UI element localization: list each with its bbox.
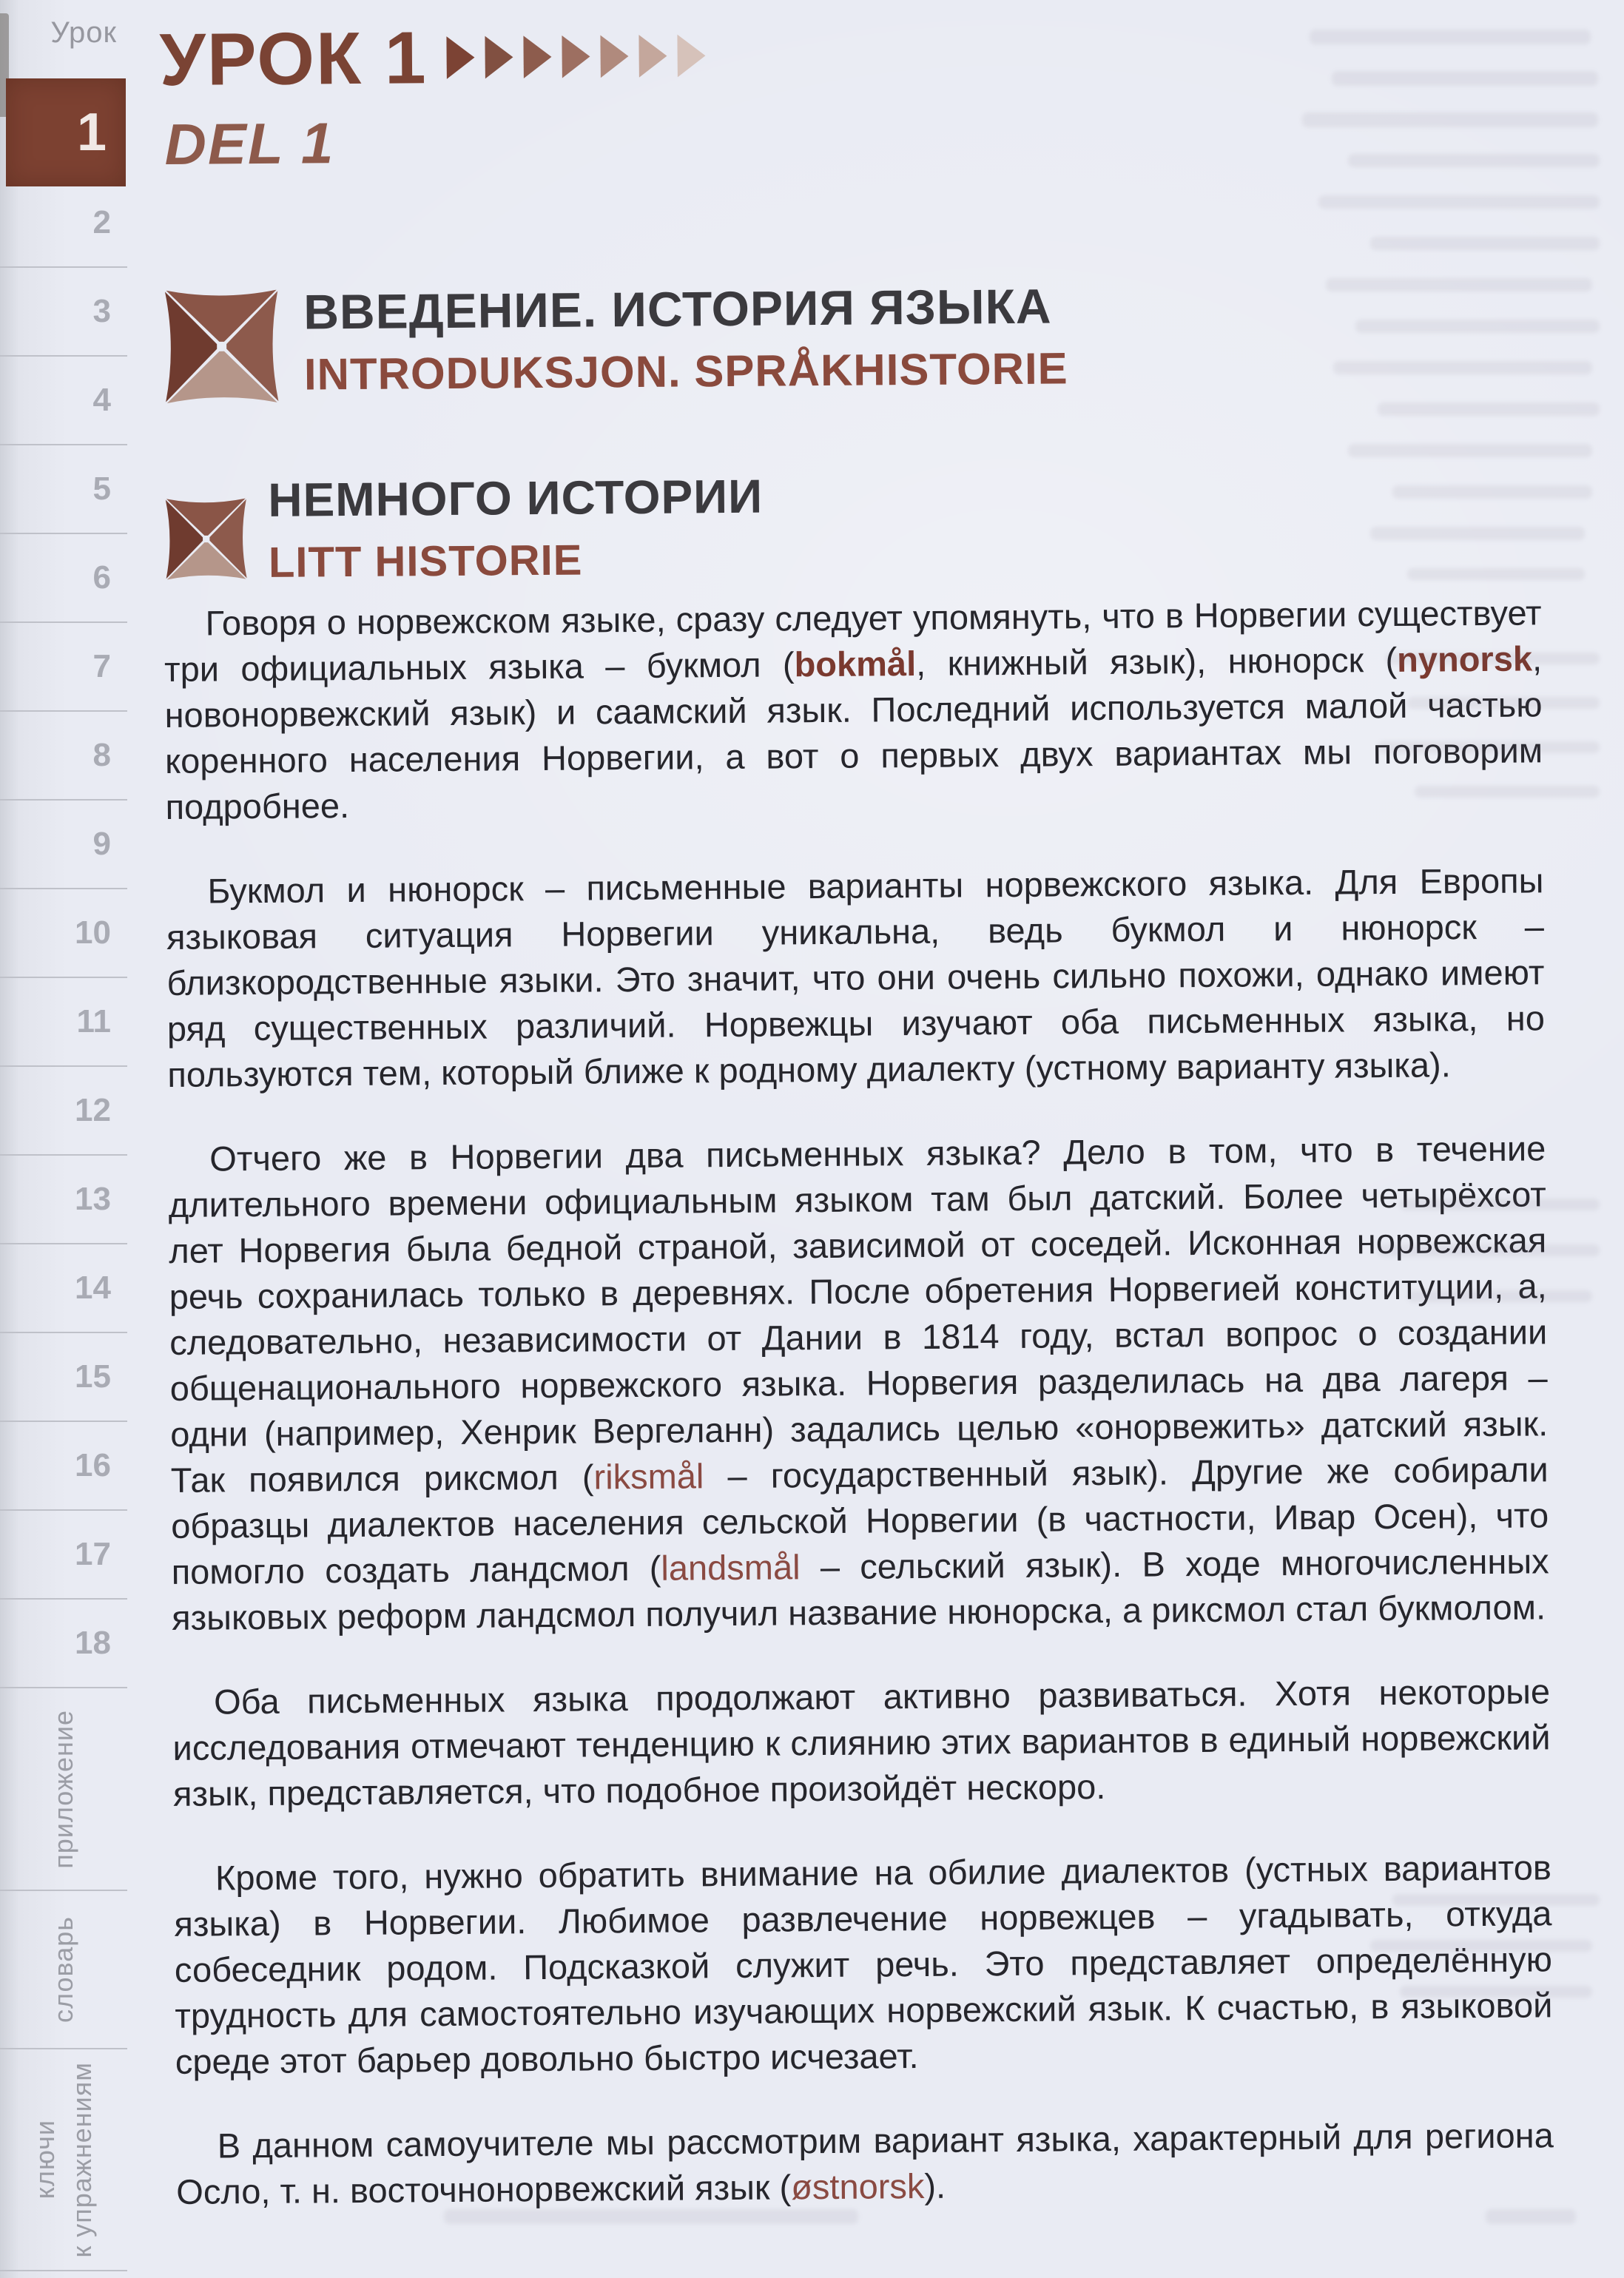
sidebar-lesson-label: Урок (50, 16, 117, 49)
sidebar-item-lesson-15: 15 (0, 1333, 127, 1422)
sidebar-item-lesson-3: 3 (0, 268, 127, 357)
lesson-header (159, 15, 706, 101)
sidebar-item-lesson-18: 18 (0, 1600, 127, 1688)
sidebar-item-lesson-14: 14 (0, 1244, 127, 1333)
arrow-icon (639, 35, 667, 78)
paragraph: Букмол и нюнорск – письменные варианты норвежского языка. Для Европы языковая ситуация Норвегии уникальна, ведь букмол и нюнорск – близкородственные языки. Это значит, что они очень сильно похожи, однако имеют ряд существенных различий. Норвежцы изучают оба письменных языка, но пользуются тем, который ближе к родному диалекту (устному варианту языка). (166, 860, 1546, 1094)
section-title-norwegian: LITT HISTORIE (268, 536, 583, 587)
sidebar-item-lesson-13: 13 (0, 1156, 127, 1244)
sidebar-item-lesson-2: 2 (0, 179, 127, 268)
paragraph: Отчего же в Норвегии два письменных языка? Дело в том, что в течение длительного времени официальным языком там был датский. Более четырёхсот лет Норвегия была бедной страной, зависимой от соседей. Исконная норвежская речь сохранилась только в деревнях. После обретения Норвегией конституции, а, следовательно, независимости от Дании в 1814 году, встал вопрос о создании общенационального норвежского языка. Норвегия разделилась на два лагеря – одни (например, Хенрик Вергеланн) задались целью «онорвежить» датский язык. Так появился риксмол (riksmål – государственный язык). Другие же собирали образцы диалектов населения сельской Норвегии (в частности, Ивар Осен), что помогло создать ландсмол (landsmål – сельский язык). В ходе многочисленных языковых реформ ландсмол получил название нюнорска, а риксмол стал букмолом. (168, 1128, 1549, 1637)
sidebar-item-lesson-6: 6 (0, 534, 127, 623)
sidebar-item-lesson-12: 12 (0, 1067, 127, 1156)
sidebar-item-lesson-17: 17 (0, 1511, 127, 1600)
current-lesson-number: 1 (76, 103, 107, 162)
paragraph: В данном самоучителе мы рассмотрим вариант языка, характерный для региона Осло, т. н. восточнонорвежский язык (østnorsk). (176, 2115, 1554, 2211)
sidebar-item-lesson-10: 10 (0, 889, 127, 978)
arrow-icon (562, 35, 590, 78)
arrow-icon (600, 35, 628, 78)
paragraph: Кроме того, нужно обратить внимание на обилие диалектов (устных вариантов языка) в Норвегии. Любимое развлечение норвежцев – угадывать, откуда собеседник родом. Подсказкой служит речь. Это представляет определённую трудность для самостоятельно изучающих норвежский язык. К счастью, в языковой среде этот барьер довольно быстро исчезает. (174, 1847, 1553, 2081)
arrow-icon (523, 36, 551, 78)
lesson-page-content (159, 0, 1568, 2278)
arrow-icon (677, 34, 705, 77)
sidebar-current-lesson-tab (6, 78, 126, 186)
lesson-body-text (164, 590, 1554, 2215)
section-heading-introduction (161, 277, 1068, 409)
lesson-tabs-sidebar (0, 0, 127, 2278)
title-arrows-decoration (446, 34, 705, 79)
sidebar-item-exercise-keys: ключи к упражнениям (0, 2049, 127, 2271)
sidebar-item-lesson-8: 8 (0, 712, 127, 801)
arrow-icon (446, 36, 474, 79)
arrow-icon (485, 36, 513, 78)
paragraph: Говоря о норвежском языке, сразу следует упомянуть, что в Норвегии существует три официальных языка – букмол (bokmål, книжный язык), нюнорск (nynorsk, новонорвежский язык) и саамский язык. Последний используется малой частью коренного населения Норвегии, а вот о первых двух вариантах мы поговорим подробнее. (164, 593, 1543, 826)
paragraph: Оба письменных языка продолжают активно развиваться. Хотя некоторые исследования отмечают тенденцию к слиянию этих вариантов в единый норвежский язык, представляется, что подобное произойдёт нескоро. (172, 1671, 1551, 1813)
section-heading-text (303, 277, 1068, 400)
lesson-subtitle: DEL 1 (164, 110, 335, 177)
sidebar-item-lesson-7: 7 (0, 623, 127, 712)
sidebar-item-lesson-4: 4 (0, 357, 127, 445)
lesson-title: УРОК 1 (159, 16, 428, 101)
section-marker-icon (161, 284, 282, 409)
sidebar-item-appendix: приложение (0, 1688, 127, 1891)
sidebar-lesson-list (0, 179, 127, 1688)
sidebar-item-lesson-5: 5 (0, 445, 127, 534)
sidebar-item-lesson-9: 9 (0, 801, 127, 889)
sidebar-item-lesson-11: 11 (0, 978, 127, 1067)
section-marker-icon (163, 480, 249, 598)
section-title-norwegian: INTRODUKSJON. SPRÅKHISTORIE (303, 343, 1068, 400)
section-heading-text (268, 469, 764, 588)
section-title-russian: НЕМНОГО ИСТОРИИ (268, 469, 764, 527)
section-title-russian: ВВЕДЕНИЕ. ИСТОРИЯ ЯЗЫКА (303, 278, 1052, 340)
section-heading-history (163, 469, 764, 598)
sidebar-item-dictionary: словарь (0, 1891, 127, 2049)
sidebar-section-list (0, 1688, 127, 2271)
sidebar-item-lesson-16: 16 (0, 1422, 127, 1511)
